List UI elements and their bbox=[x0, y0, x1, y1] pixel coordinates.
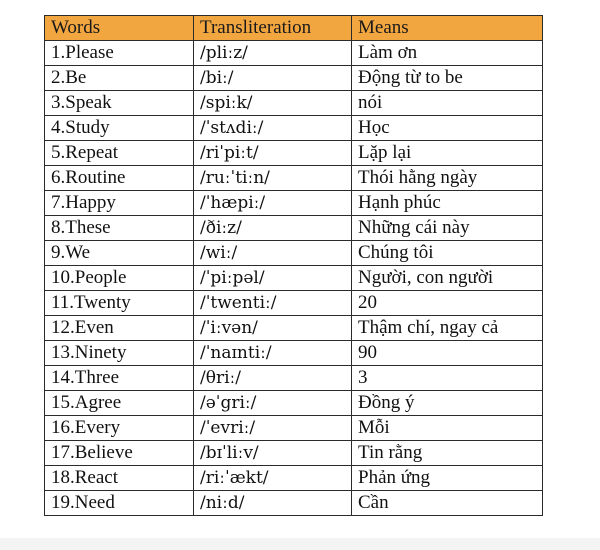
table-row bbox=[45, 166, 543, 191]
word-cell: 3.Speak bbox=[45, 91, 194, 116]
transliteration-cell: /pliːz/ bbox=[194, 41, 352, 66]
transliteration-cell: /ˈhæpiː/ bbox=[194, 191, 352, 216]
meaning-cell: Làm ơn bbox=[352, 41, 543, 66]
word-cell: 17.Believe bbox=[45, 441, 194, 466]
word-cell: 15.Agree bbox=[45, 391, 194, 416]
word-cell: 9.We bbox=[45, 241, 194, 266]
meaning-cell: Học bbox=[352, 116, 543, 141]
meaning-cell: Phản ứng bbox=[352, 466, 543, 491]
table-row bbox=[45, 266, 543, 291]
header-transliteration: Transliteration bbox=[194, 16, 352, 41]
transliteration-cell: /ˈevriː/ bbox=[194, 416, 352, 441]
table-row bbox=[45, 141, 543, 166]
table-row bbox=[45, 66, 543, 91]
table-row bbox=[45, 366, 543, 391]
word-cell: 8.These bbox=[45, 216, 194, 241]
transliteration-cell: /riːˈækt/ bbox=[194, 466, 352, 491]
table-header bbox=[45, 16, 543, 41]
table-row bbox=[45, 241, 543, 266]
word-cell: 5.Repeat bbox=[45, 141, 194, 166]
table-row bbox=[45, 216, 543, 241]
word-cell: 12.Even bbox=[45, 316, 194, 341]
transliteration-cell: /ðiːz/ bbox=[194, 216, 352, 241]
meaning-cell: 20 bbox=[352, 291, 543, 316]
header-row bbox=[45, 16, 543, 41]
word-cell: 16.Every bbox=[45, 416, 194, 441]
vocabulary-table bbox=[44, 15, 543, 516]
word-cell: 7.Happy bbox=[45, 191, 194, 216]
table-row bbox=[45, 491, 543, 516]
transliteration-cell: /ruːˈtiːn/ bbox=[194, 166, 352, 191]
word-cell: 1.Please bbox=[45, 41, 194, 66]
transliteration-cell: /riˈpiːt/ bbox=[194, 141, 352, 166]
table-row bbox=[45, 116, 543, 141]
table-row bbox=[45, 466, 543, 491]
meaning-cell: Hạnh phúc bbox=[352, 191, 543, 216]
word-cell: 10.People bbox=[45, 266, 194, 291]
table-row bbox=[45, 291, 543, 316]
transliteration-cell: /niːd/ bbox=[194, 491, 352, 516]
meaning-cell: Chúng tôi bbox=[352, 241, 543, 266]
table-row bbox=[45, 416, 543, 441]
meaning-cell: Thậm chí, ngay cả bbox=[352, 316, 543, 341]
table-body bbox=[45, 41, 543, 516]
meaning-cell: Động từ to be bbox=[352, 66, 543, 91]
meaning-cell: nói bbox=[352, 91, 543, 116]
table-row bbox=[45, 91, 543, 116]
transliteration-cell: /əˈgriː/ bbox=[194, 391, 352, 416]
meaning-cell: Mỗi bbox=[352, 416, 543, 441]
transliteration-cell: /θriː/ bbox=[194, 366, 352, 391]
header-means: Means bbox=[352, 16, 543, 41]
meaning-cell: Đồng ý bbox=[352, 391, 543, 416]
word-cell: 6.Routine bbox=[45, 166, 194, 191]
word-cell: 14.Three bbox=[45, 366, 194, 391]
table-row bbox=[45, 316, 543, 341]
word-cell: 18.React bbox=[45, 466, 194, 491]
table-row bbox=[45, 341, 543, 366]
meaning-cell: Tin rằng bbox=[352, 441, 543, 466]
transliteration-cell: /ˈtwentiː/ bbox=[194, 291, 352, 316]
transliteration-cell: /wiː/ bbox=[194, 241, 352, 266]
meaning-cell: 3 bbox=[352, 366, 543, 391]
transliteration-cell: /biː/ bbox=[194, 66, 352, 91]
table-row bbox=[45, 391, 543, 416]
table-row bbox=[45, 441, 543, 466]
transliteration-cell: /spiːk/ bbox=[194, 91, 352, 116]
meaning-cell: Những cái này bbox=[352, 216, 543, 241]
header-words: Words bbox=[45, 16, 194, 41]
meaning-cell: Cần bbox=[352, 491, 543, 516]
bottom-edge-strip bbox=[0, 538, 600, 550]
word-cell: 4.Study bbox=[45, 116, 194, 141]
meaning-cell: Lặp lại bbox=[352, 141, 543, 166]
word-cell: 19.Need bbox=[45, 491, 194, 516]
transliteration-cell: /ˈstʌdiː/ bbox=[194, 116, 352, 141]
word-cell: 11.Twenty bbox=[45, 291, 194, 316]
transliteration-cell: /ˈnaɪntiː/ bbox=[194, 341, 352, 366]
transliteration-cell: /bɪˈliːv/ bbox=[194, 441, 352, 466]
word-cell: 2.Be bbox=[45, 66, 194, 91]
meaning-cell: 90 bbox=[352, 341, 543, 366]
meaning-cell: Người, con người bbox=[352, 266, 543, 291]
meaning-cell: Thói hằng ngày bbox=[352, 166, 543, 191]
word-cell: 13.Ninety bbox=[45, 341, 194, 366]
transliteration-cell: /ˈpiːpəl/ bbox=[194, 266, 352, 291]
table-row bbox=[45, 191, 543, 216]
table-row bbox=[45, 41, 543, 66]
transliteration-cell: /ˈiːvən/ bbox=[194, 316, 352, 341]
